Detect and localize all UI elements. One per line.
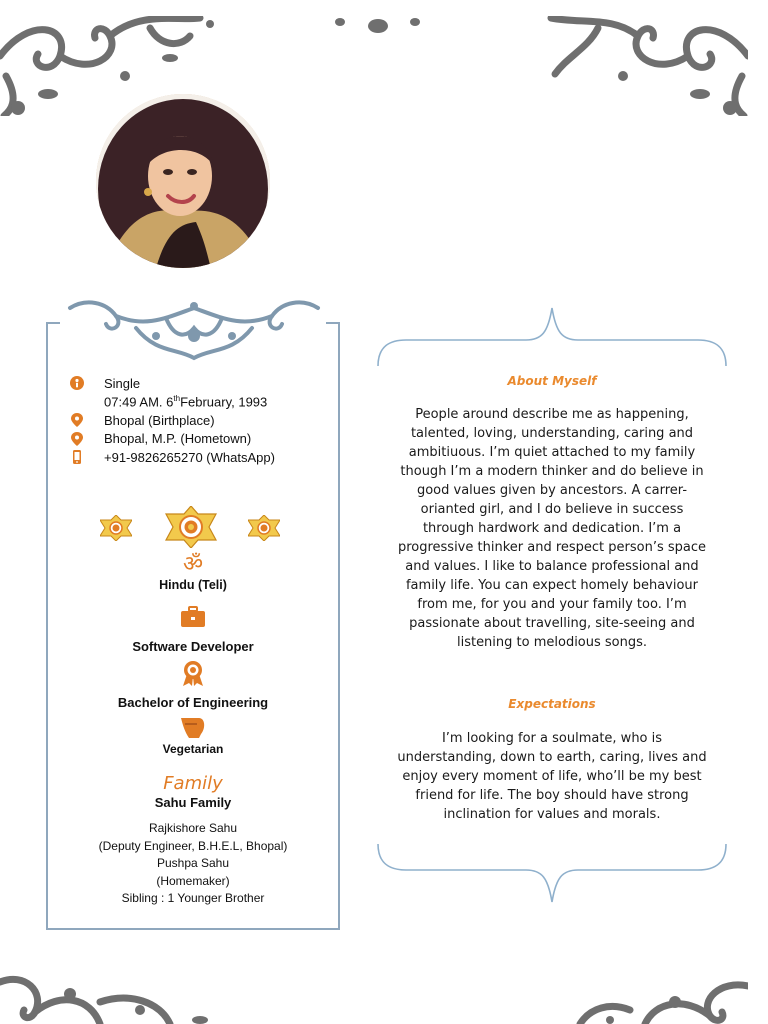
diet-section	[48, 716, 338, 756]
corner-ornament-top-right	[543, 16, 748, 116]
father-occupation: (Deputy Engineer, B.H.E.L, Bhopal)	[98, 838, 288, 853]
father-name: Rajkishore Sahu	[148, 821, 238, 835]
mother-name: Pushpa Sahu	[156, 856, 230, 870]
marital-status-row	[66, 374, 326, 393]
location-pin-icon	[66, 412, 88, 428]
birth-time-row	[66, 393, 326, 412]
location-pin-icon	[66, 431, 88, 447]
mandala-small-right-icon	[248, 515, 280, 541]
top-center-ornament	[330, 16, 425, 36]
diet-label: Vegetarian	[162, 742, 224, 756]
award-ribbon-icon	[181, 660, 205, 686]
card-top-ornament	[66, 298, 322, 362]
corner-ornament-bottom-right	[570, 980, 748, 1024]
mother-occupation: (Homemaker)	[156, 873, 230, 888]
religion-section	[48, 552, 338, 592]
hometown: Bhopal, M.P. (Hometown)	[104, 431, 252, 447]
mandala-large-icon	[164, 506, 218, 548]
expectations-heading: Expectations	[508, 697, 596, 711]
education-section	[48, 660, 338, 710]
mobile-phone-icon	[66, 449, 88, 465]
info-icon	[66, 375, 88, 391]
about-heading: About Myself	[507, 374, 597, 388]
expectations-text: I’m looking for a soulmate, who is understanding, down to earth, caring, lives and enjoy every moment of life, who’ll be my best friend for life. The boy should have strong inclination for values and morals.	[397, 731, 707, 822]
family-heading: Family	[163, 773, 223, 794]
clock-icon	[66, 394, 88, 410]
corner-ornament-bottom-left	[0, 972, 215, 1024]
om-icon: ॐ	[182, 552, 204, 577]
profession-label: Software Developer	[132, 639, 254, 654]
birth-time: 07:49 AM. 6thFebruary, 1993	[104, 394, 268, 410]
mandala-small-left-icon	[100, 515, 132, 541]
about-text: People around describe me as happening, talented, loving, understanding, caring and ambitiuous. I’m quiet attached to my family though I’m a modern thinker and do believe in good values given by ancestors. A carrer- orianted girl, and I do believe in success through hardwork and dedication. I’m a progressive thinker and respect person’s space and values. I like to balance professional and family life. You can expect homely behaviour from me, for you and your family too. I’m passionate about travelling, site-seeing and listening to melodious songs.	[397, 407, 707, 650]
personal-details	[66, 374, 326, 467]
profile-photo	[96, 94, 270, 268]
food-icon	[179, 716, 207, 738]
briefcase-icon	[180, 606, 206, 628]
hometown-row	[66, 430, 326, 449]
religion-label: Hindu (Teli)	[159, 578, 227, 592]
siblings: Sibling : 1 Younger Brother	[121, 891, 265, 905]
birthplace: Bhopal (Birthplace)	[104, 412, 215, 428]
family-section	[48, 773, 338, 908]
education-label: Bachelor of Engineering	[117, 695, 269, 710]
phone-number: +91-9826265270 (WhatsApp)	[104, 449, 275, 465]
profession-section	[48, 606, 338, 654]
marital-status: Single	[104, 375, 141, 391]
family-name: Sahu Family	[154, 795, 232, 810]
phone-row	[66, 448, 326, 467]
birthplace-row	[66, 411, 326, 430]
